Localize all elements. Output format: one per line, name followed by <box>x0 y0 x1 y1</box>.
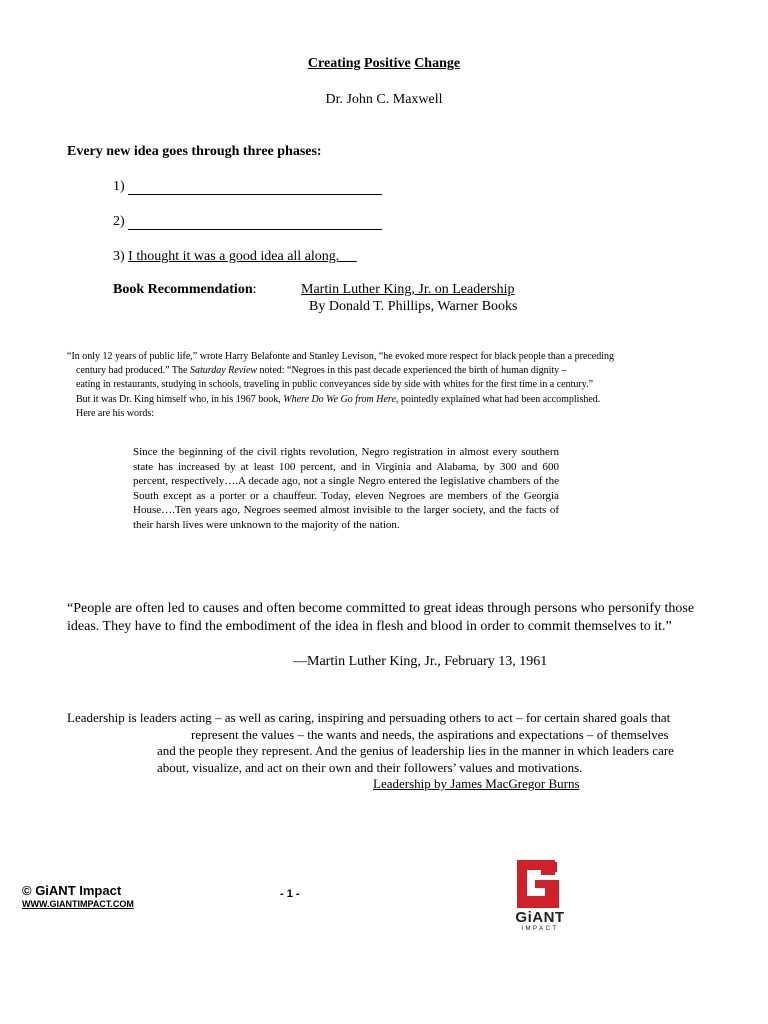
burns-line: and the people they represent. And the genius of leadership lies in the manner in which leaders care <box>157 743 674 759</box>
source-title: Leadership <box>373 776 431 791</box>
intro-line: “In only 12 years of public life,” wrote Harry Belafonte and Stanley Levison, “he evoked more respect for black people than a preceding <box>67 351 615 362</box>
phase-item-1 <box>113 179 382 195</box>
phase-number: 2) <box>113 214 125 229</box>
burns-quote-source: Leadership by James MacGregor Burns <box>373 776 580 791</box>
page-number: - 1 - <box>280 888 300 900</box>
copyright-text: © GiANT Impact <box>22 883 122 898</box>
book-title: Martin Luther King, Jr. on Leadership <box>301 282 515 297</box>
phase-blank-line <box>128 215 382 230</box>
title-word: Change <box>414 56 461 71</box>
phases-heading: Every new idea goes through three phases: <box>67 144 322 159</box>
logo-subtitle: IMPACT <box>521 926 559 932</box>
giant-logo-icon <box>511 858 569 910</box>
burns-quote <box>67 710 717 776</box>
logo-wordmark: GiANT <box>515 909 565 926</box>
phase-item-3 <box>113 249 357 265</box>
intro-paragraph <box>67 350 707 421</box>
phase-number: 1) <box>113 179 125 194</box>
mlk-excerpt: Since the beginning of the civil rights revolution, Negro registration in almost every southern state has increased by at least 100 percent, and in Virginia and Alabama, by 300 and 600 percent, respectively….A decade ago, not a single Negro entered the legislative chambers of the South except as a porter or a chauffeur. Today, eleven Negroes are members of the Georgia House….Ten years ago, Negroes seemed almost invisible to the larger society, and the facts of their harsh lives were unknown to the majority of the nation. <box>133 446 559 531</box>
intro-line: Here are his words: <box>76 407 155 419</box>
mlk-quote: “People are often led to causes and often become committed to great ideas through persons who personify those ideas. They have to find the embodiment of the idea in flesh and blood in order to commit themselves to it.” <box>67 601 695 634</box>
title-word: Creating <box>307 56 361 71</box>
intro-line: eating in restaurants, studying in schools, traveling in public conveyances side by side with whites for the first time in a century.” <box>76 379 594 391</box>
phase-blank-line <box>128 180 382 195</box>
author-name: Dr. John C. Maxwell <box>325 92 443 107</box>
phase-answer: I thought it was a good idea all along. <box>128 249 340 264</box>
document-title <box>0 56 768 72</box>
phase-item-2 <box>113 214 382 230</box>
website-link[interactable]: WWW.GIANTIMPACT.COM <box>22 899 134 909</box>
intro-line: But it was Dr. King himself who, in his 1967 book, Where Do We Go from Here, pointedly explained what had been accomplished. <box>76 393 601 405</box>
intro-line: century had produced.” The Saturday Review noted: “Negroes in this past decade experienced the birth of human dignity – <box>76 365 567 377</box>
mlk-quote-attribution: —Martin Luther King, Jr., February 13, 1961 <box>293 654 548 669</box>
book-recommendation-label: Book Recommendation: <box>113 282 257 297</box>
phase-number: 3) <box>113 249 125 264</box>
burns-line: about, visualize, and act on their own and their followers’ values and motivations. <box>157 759 583 775</box>
title-word: Positive <box>364 56 411 71</box>
book-byline: By Donald T. Phillips, Warner Books <box>309 299 518 314</box>
burns-line: represent the values – the wants and needs, the aspirations and expectations – of themselves <box>191 726 669 742</box>
burns-line: Leadership is leaders acting – as well as caring, inspiring and persuading others to act – for certain shared goals that <box>67 710 671 725</box>
